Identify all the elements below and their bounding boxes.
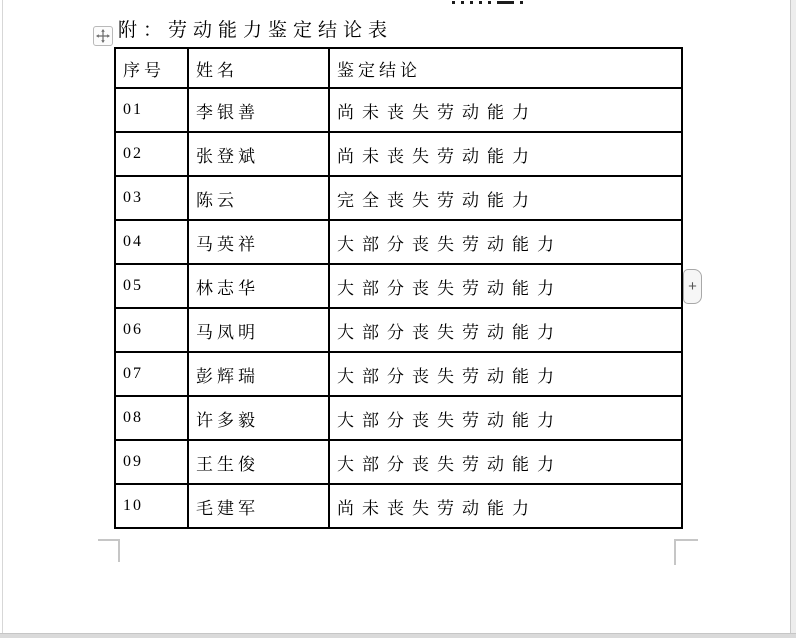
cell-name: 王生俊 [188,440,329,484]
table-row [115,440,682,484]
attachment-title: 附：劳动能力鉴定结论表 [118,20,394,41]
cell-no: 02 [115,132,188,176]
cell-no: 01 [115,88,188,132]
table-row [115,352,682,396]
cell-conclusion: 大部分丧失劳动能力 [329,352,682,396]
scrollbar-track[interactable] [790,0,796,633]
cell-conclusion: 完全丧失劳动能力 [329,176,682,220]
table-row [115,132,682,176]
cell-name: 许多毅 [188,396,329,440]
header-cell-name: 姓名 [188,48,329,88]
table-body [115,88,682,528]
cell-no: 05 [115,264,188,308]
cell-conclusion: 大部分丧失劳动能力 [329,220,682,264]
table-row [115,220,682,264]
insert-row-button[interactable]: + [683,269,702,304]
header-cell-conclusion: 鉴定结论 [329,48,682,88]
cell-name: 陈云 [188,176,329,220]
cell-name: 彭辉瑞 [188,352,329,396]
appraisal-table [114,47,683,529]
cell-no: 03 [115,176,188,220]
text-boundary-mark-left [98,539,120,562]
header-cell-no: 序号 [115,48,188,88]
cell-conclusion: 大部分丧失劳动能力 [329,440,682,484]
cell-no: 06 [115,308,188,352]
table-move-handle[interactable] [93,26,113,46]
cell-no: 07 [115,352,188,396]
cell-name: 马凤明 [188,308,329,352]
cell-conclusion: 大部分丧失劳动能力 [329,396,682,440]
move-icon [96,29,110,43]
clipped-text-fragment [452,0,523,5]
text-boundary-mark-right [674,539,698,565]
table-row [115,484,682,528]
cell-no: 04 [115,220,188,264]
cell-no: 09 [115,440,188,484]
cell-conclusion: 尚未丧失劳动能力 [329,132,682,176]
cell-name: 林志华 [188,264,329,308]
cell-name: 李银善 [188,88,329,132]
table-header-row [115,48,682,88]
window-left-edge [2,0,3,633]
cell-conclusion: 大部分丧失劳动能力 [329,264,682,308]
table-row [115,264,682,308]
cell-conclusion: 尚未丧失劳动能力 [329,88,682,132]
cell-conclusion: 大部分丧失劳动能力 [329,308,682,352]
table-row [115,396,682,440]
table-row [115,88,682,132]
table-row [115,308,682,352]
table-row [115,176,682,220]
cell-conclusion: 尚未丧失劳动能力 [329,484,682,528]
window-bottom-strip [0,633,796,638]
cell-no: 08 [115,396,188,440]
cell-name: 马英祥 [188,220,329,264]
cell-name: 毛建军 [188,484,329,528]
cell-name: 张登斌 [188,132,329,176]
cell-no: 10 [115,484,188,528]
